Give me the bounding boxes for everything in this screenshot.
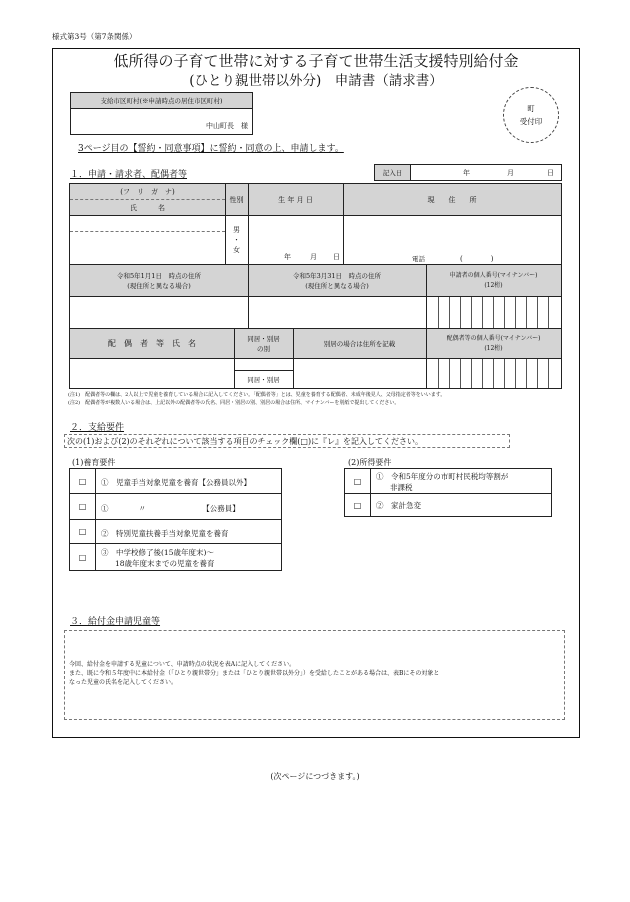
phone-label: 電話 [412,255,425,263]
group1-title: (1)養育要件 [72,458,116,467]
continue-note: (次ページにつづきます。) [270,772,360,781]
note-2: (注2) 配偶者等が複数人いる場合は、上記以外の配偶者等の氏名、同居・別居の別、別居の場合は住所、マイナンバーを別紙で提出してください。 [68,400,400,406]
address-label: 現 住 所 [427,195,477,204]
stamp-line1: 町 [527,104,535,113]
gender-dot: ・ [233,236,240,244]
birth-year: 年 [284,253,291,261]
group2-checkbox-1[interactable]: □ [345,469,371,493]
section3-text-1: 今回、給付金を申請する児童について、申請時点の状況を表Aに記入してください。 [69,661,296,668]
cohab-line1: 同居・別居 [247,334,280,343]
group2-label-1: ① 令和5年度分の市町村民税均等割が [376,472,509,481]
gender-label: 性別 [229,195,244,204]
gender-male: 男 [233,226,240,234]
mynumber-line1: 申請者の個人番号(マイナンバー) [449,271,538,279]
cohab-header [234,329,293,358]
birth-day: 日 [333,253,340,261]
note-1: (注1) 配偶者等の欄は、2人以上で児童を養育している場合に記入してください。「配偶者等」とは、児童を養育する配偶者、未成年後見人、父母指定者等をいいます。 [68,392,446,398]
section2-title: ２．支給要件 [70,423,125,433]
addr-mar31-header [248,265,426,296]
group2-label-1b: 非課税 [390,483,413,492]
addressee-box [70,92,253,135]
entry-date-box [374,164,562,181]
birth-month: 月 [310,253,317,261]
group1-label-4b: 18歳年度末までの児童を養育 [115,559,215,568]
gender-female: 女 [233,246,240,254]
addr-mar31-line2: (現住所と異なる場合) [305,281,369,290]
section2-instruction: 次の(1)および(2)のそれぞれについて該当する項目のチェック欄(□)に『レ』を記入してください。 [64,434,510,448]
group2-row-2 [345,494,551,516]
section3-text [69,660,561,687]
spouse-mynumber-line1: 配偶者等の個人番号(マイナンバー) [446,334,541,342]
mynumber-header [426,265,561,296]
entry-date-day: 日 [547,169,554,177]
separate-address-note: 別居の場合は住所を記載 [323,340,396,348]
group1-checkbox-3[interactable]: □ [70,520,96,543]
group1-checkbox-1[interactable]: □ [70,469,96,493]
cohab-line2: の別 [257,344,270,353]
group1-row-3 [70,520,281,544]
group1-checkbox-2[interactable]: □ [70,494,96,519]
group1-row-2 [70,494,281,520]
addr-jan1-line1: 令和5年1月1日 時点の住所 [117,271,201,280]
group1-row-1 [70,469,281,494]
stamp-line2: 受付印 [519,117,543,126]
group1-row-4 [70,544,281,570]
entry-date-year: 年 [463,169,470,177]
group1-checkbox-4[interactable]: □ [70,544,96,570]
addressee-name: 中山町長 様 [206,122,248,130]
addr-jan1-header [70,265,248,296]
group2-label-2: ② 家計急変 [376,501,421,510]
addr-mar31-line1: 令和5年3月31日 時点の住所 [292,271,382,280]
applicant-mynumber-field[interactable] [427,297,561,328]
cohab-choice[interactable]: 同居・別居 [247,376,280,384]
section3-box [64,630,565,720]
group1-label-2: ① 〃 【公務員】 [101,504,240,513]
group2-checkbox-2[interactable]: □ [345,494,371,516]
addr-jan1-line2: (現住所と異なる場合) [127,281,191,290]
group2-table [344,468,552,517]
spouse-name-label: 配 偶 者 等 氏 名 [108,339,196,348]
entry-date-label: 記入日 [375,165,411,180]
phone-paren: ( ) [460,255,494,263]
gender-choice[interactable] [225,222,248,258]
group1-label-4: ③ 中学校修了後(15歳年度末)～ [101,548,214,557]
reception-stamp [503,87,559,143]
applicant-table [69,183,562,389]
mynumber-line2: (12桁) [484,281,503,289]
group1-table [69,468,282,571]
form-title: 低所得の子育て世帯に対する子育て世帯生活支援特別給付金 [113,52,519,70]
group2-row-1 [345,469,551,494]
form-number: 様式第3号（第7条関係） [52,32,137,41]
group2-title: (2)所得要件 [348,458,392,467]
addressee-label: 支給市区町村(※申請時点の居住市区町村) [71,93,252,109]
pledge-text: 3ページ目の【誓約・同意事項】に誓約・同意の上、申請します。 [78,144,344,154]
section3-title: ３．給付金申請児童等 [70,617,161,627]
section1-title: １．申請・請求者、配偶者等 [70,170,188,180]
group1-label-3: ② 特別児童扶養手当対象児童を養育 [101,529,229,538]
spouse-mynumber-field[interactable] [427,359,561,388]
section3-text-2: また、既に令和５年度中に本給付金（「ひとり親世帯分」または「ひとり親世帯以外分」）を受給したことがある場合は、表Bにその対象と [69,670,440,677]
birthdate-label: 生 年 月 日 [278,195,313,204]
furigana-label: (フ リ ガ ナ) [120,188,175,196]
notes [68,391,568,407]
spouse-mynumber-header [426,329,561,358]
group1-label-1: ① 児童手当対象児童を養育【公務員以外】 [101,478,251,487]
form-subtitle: (ひとり親世帯以外分) 申請書（請求書） [189,73,443,89]
spouse-mynumber-line2: (12桁) [484,344,503,352]
section3-text-3: なった児童の氏名を記入してください。 [69,679,178,686]
name-label: 氏 名 [130,203,165,212]
entry-date-month: 月 [507,169,514,177]
